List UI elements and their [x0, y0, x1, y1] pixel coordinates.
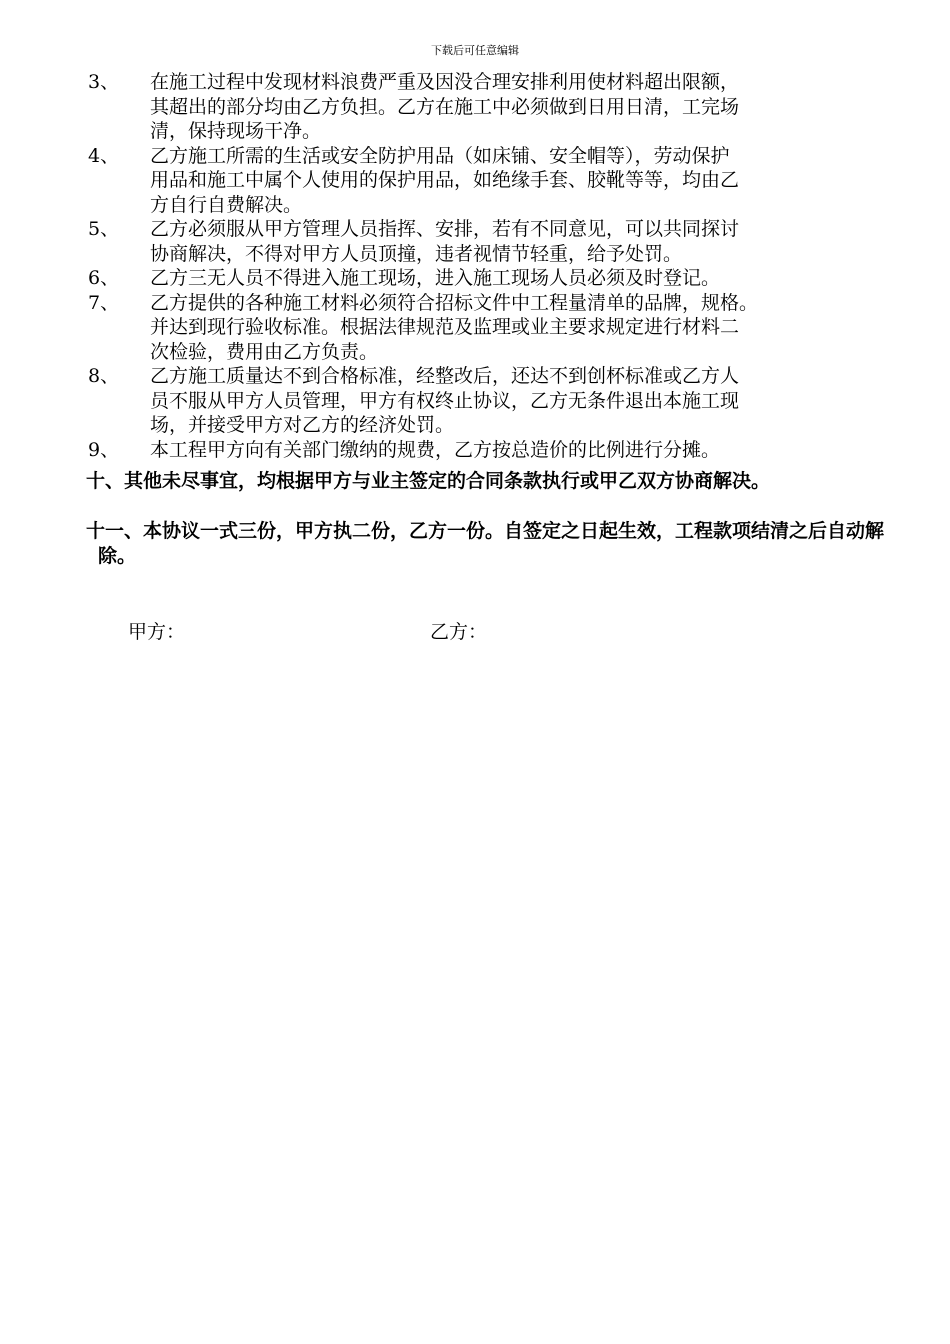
item-text-line: 次检验，费用由乙方负责。 [150, 340, 379, 363]
item-number: 6、 [88, 267, 120, 289]
item-text-line: 协商解决，不得对甲方人员顶撞，违者视情节轻重，给予处罚。 [150, 242, 683, 265]
item-text-line: 用品和施工中属个人使用的保护用品，如绝缘手套、胶靴等等，均由乙 [150, 169, 740, 191]
item-number: 7、 [88, 291, 120, 314]
numbered-item-list [88, 70, 878, 462]
item-number: 9、 [88, 438, 120, 461]
list-item-9 [88, 438, 878, 463]
item-text-line: 乙方施工质量达不到合格标准，经整改后，还达不到创杯标准或乙方人 [150, 365, 740, 387]
item-text-line: 员不服从甲方人员管理，甲方有权终止协议，乙方无条件退出本施工现 [150, 389, 740, 412]
item-text-line: 其超出的部分均由乙方负担。乙方在施工中必须做到日用日清，工完场 [150, 95, 740, 118]
party-b-signature-label: 乙方： [430, 621, 488, 643]
item-text-line: 乙方三无人员不得进入施工现场，进入施工现场人员必须及时登记。 [150, 267, 721, 289]
item-text-line: 乙方必须服从甲方管理人员指挥、安排，若有不同意见，可以共同探讨 [150, 218, 740, 240]
list-item-5 [88, 217, 878, 266]
item-number: 4、 [88, 144, 120, 167]
item-text-line: 乙方提供的各种施工材料必须符合招标文件中工程量清单的品牌，规格。 [150, 291, 759, 314]
item-number: 5、 [88, 218, 120, 240]
item-text-line: 乙方施工所需的生活或安全防护用品（如床铺、安全帽等），劳动保护 [150, 144, 730, 167]
item-text-line: 场，并接受甲方对乙方的经济处罚。 [150, 414, 455, 436]
item-number: 8、 [88, 365, 120, 387]
list-item-3 [88, 70, 878, 144]
clause-eleven: 十一、本协议一式三份，甲方执二份，乙方一份。自签定之日起生效，工程款项结清之后自动解除。 [86, 520, 885, 567]
list-item-6 [88, 266, 878, 291]
clause-ten: 十、其他未尽事宜，均根据甲方与业主签定的合同条款执行或甲乙双方协商解决。 [86, 470, 771, 492]
item-text-line: 在施工过程中发现材料浪费严重及因没合理安排利用使材料超出限额， [150, 71, 740, 93]
header-note: 下载后可任意编辑 [431, 44, 519, 57]
list-item-4 [88, 144, 878, 218]
party-a-signature-label: 甲方： [128, 621, 186, 643]
item-text-line: 并达到现行验收标准。根据法律规范及监理或业主要求规定进行材料二 [150, 316, 740, 338]
item-number: 3、 [88, 71, 120, 93]
list-item-7 [88, 291, 878, 365]
item-text-line: 方自行自费解决。 [150, 193, 303, 216]
item-text-line: 本工程甲方向有关部门缴纳的规费，乙方按总造价的比例进行分摊。 [150, 438, 721, 461]
list-item-8 [88, 364, 878, 438]
item-text-line: 清，保持现场干净。 [150, 120, 322, 142]
